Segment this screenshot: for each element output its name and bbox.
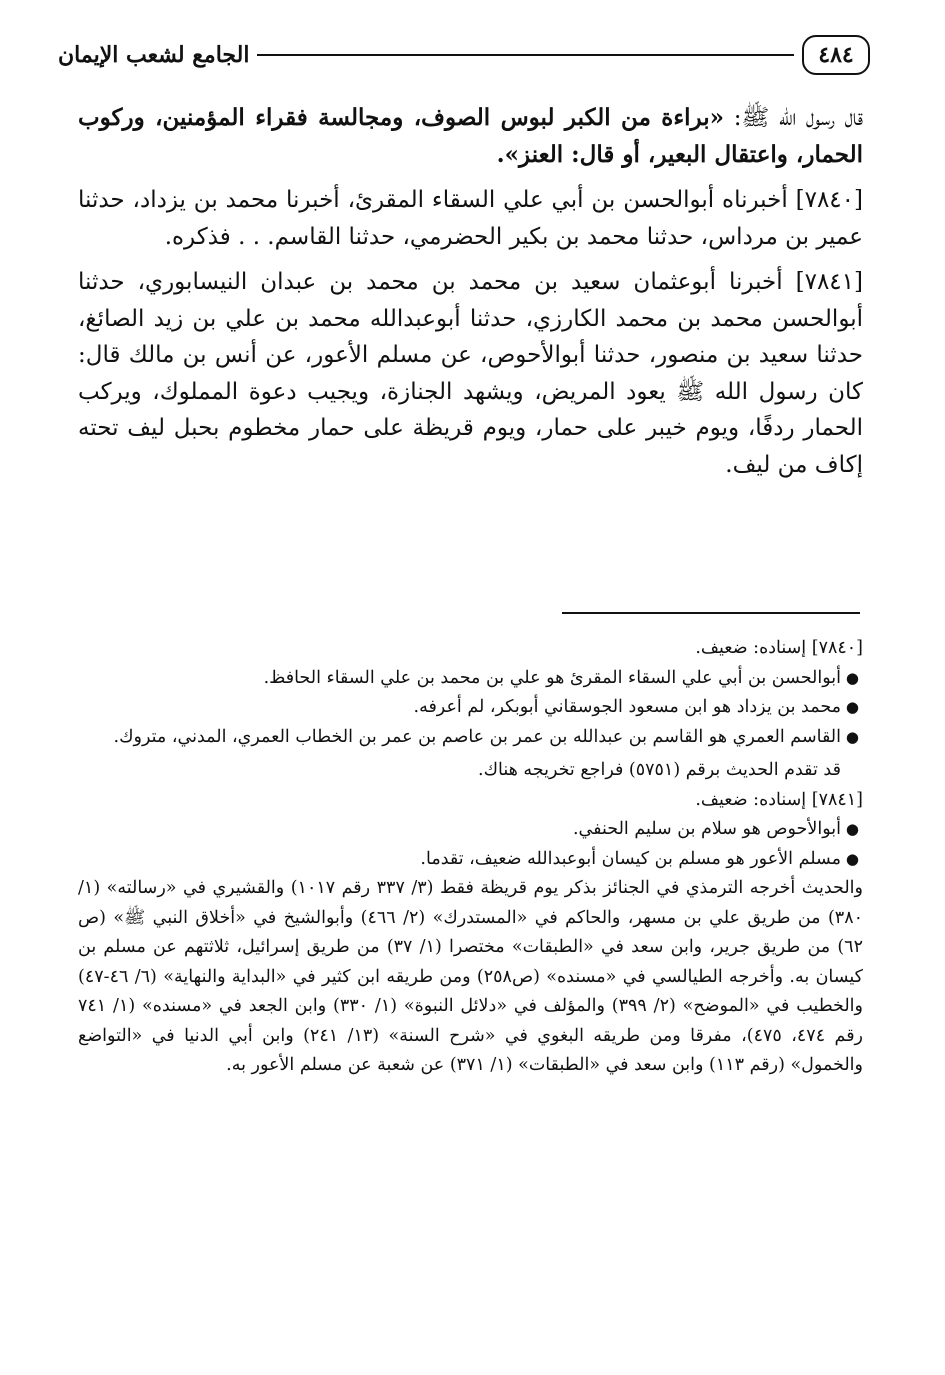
hadith-7840: [٧٨٤٠] أخبرناه أبوالحسن بن أبي علي السقاء المقرئ، أخبرنا محمد بن يزداد، حدثنا عمير بن مرداس، حدثنا محمد بن بكير الحضرمي، حدثنا القاسم. . . فذكره. <box>78 187 863 250</box>
page-number: ٤٨٤ <box>802 35 870 75</box>
hadith-7841: [٧٨٤١] أخبرنا أبوعثمان سعيد بن محمد بن محمد بن عبدان النيسابوري، حدثنا أبوالحسن محمد بن محمد الكارزي، حدثنا أبوعبدالله محمد بن علي بن زيد الصائغ، حدثنا سعيد بن منصور، حدثنا أبوالأحوص، عن مسلم الأعور، عن أنس بن مالك قال: كان رسول الله ﷺ يعود المريض، ويشهد الجنازة، ويجيب دعوة المملوك، ويركب الحمار ردفًا، ويوم خيبر على حمار، ويوم قريظة على حمار مخطوم بحبل ليف تحته إكاف من ليف. <box>78 269 863 478</box>
list-item: ● القاسم العمري هو القاسم بن عبدالله بن عمر بن عاصم بن عمر بن الخطاب العمري، المدني، متروك. <box>78 723 841 753</box>
bullet-icon: ● <box>845 668 859 687</box>
bullet-icon: ● <box>845 849 859 868</box>
bullet-icon: ● <box>845 727 859 746</box>
footnotes <box>78 634 863 1081</box>
header-rule <box>257 54 794 56</box>
list-item: ● محمد بن يزداد هو ابن مسعود الجوسقاني أبوبكر، لم أعرفه. <box>78 693 841 723</box>
note-7840-list <box>78 664 863 753</box>
note-7841-list <box>78 815 863 874</box>
hadith-quote-paragraph <box>78 100 863 173</box>
list-item: ● أبوالحسن بن أبي علي السقاء المقرئ هو علي بن محمد بن علي السقاء الحافظ. <box>78 664 841 694</box>
bullet-icon: ● <box>845 820 859 838</box>
list-item: ● أبوالأحوص هو سلام بن سليم الحنفي. <box>78 815 841 845</box>
note-7840-heading: [٧٨٤٠] إسناده: ضعيف. <box>695 638 863 658</box>
hadith-quote: «براءة من الكبر لبوس الصوف، ومجالسة فقراء المؤمنين، وركوب الحمار، واعتقال البعير، أو قال: العنز». <box>78 104 863 168</box>
list-item: ● مسلم الأعور هو مسلم بن كيسان أبوعبدالله ضعيف، تقدما. <box>78 845 841 875</box>
note-7841-heading: [٧٨٤١] إسناده: ضعيف. <box>695 789 863 810</box>
book-title: الجامع لشعب الإيمان <box>58 42 250 68</box>
hadith-intro: قال رسول الله ﷺ: <box>724 105 863 131</box>
footnote-separator <box>562 612 860 614</box>
note-7841-takhrij: والحديث أخرجه الترمذي في الجنائز بذكر يوم قريظة فقط (٣/ ٣٣٧ رقم ١٠١٧) والقشيري في «رسالته» (١/ ٣٨٠) من طريق علي بن مسهر، والحاكم في «المستدرك» (٢/ ٤٦٦) وأبوالشيخ في «أخلاق النبي ﷺ» (ص ٦٢) من طريق جرير، وابن سعد في «الطبقات» مختصرا (١/ ٣٧) من طريق إسرائيل، ثلاثتهم عن مسلم بن كيسان به. وأخرجه الطيالسي في «مسنده» (ص٢٥٨) ومن طريقه ابن كثير في «البداية والنهاية» (٦/ ٤٦-٤٧) والخطيب في «الموضح» (٢/ ٣٩٩) والمؤلف في «دلائل النبوة» (١/ ٣٣٠) وابن الجعد في «مسنده» (١/ ٧٤١ رقم ٤٧٤، ٤٧٥)، مفرقا ومن طريقه البغوي في «شرح السنة» (١٣/ ٢٤١) وابن أبي الدنيا في «التواضع والخمول» (رقم ١١٣) وابن سعد في «الطبقات» (١/ ٣٧١) عن شعبة عن مسلم الأعور به. <box>78 878 864 1075</box>
bullet-icon: ● <box>845 698 859 716</box>
main-text <box>78 100 863 492</box>
note-7840-reference: قد تقدم الحديث برقم (٥٧٥١) فراجع تخريجه هناك. <box>478 760 841 780</box>
page-header <box>58 30 870 80</box>
